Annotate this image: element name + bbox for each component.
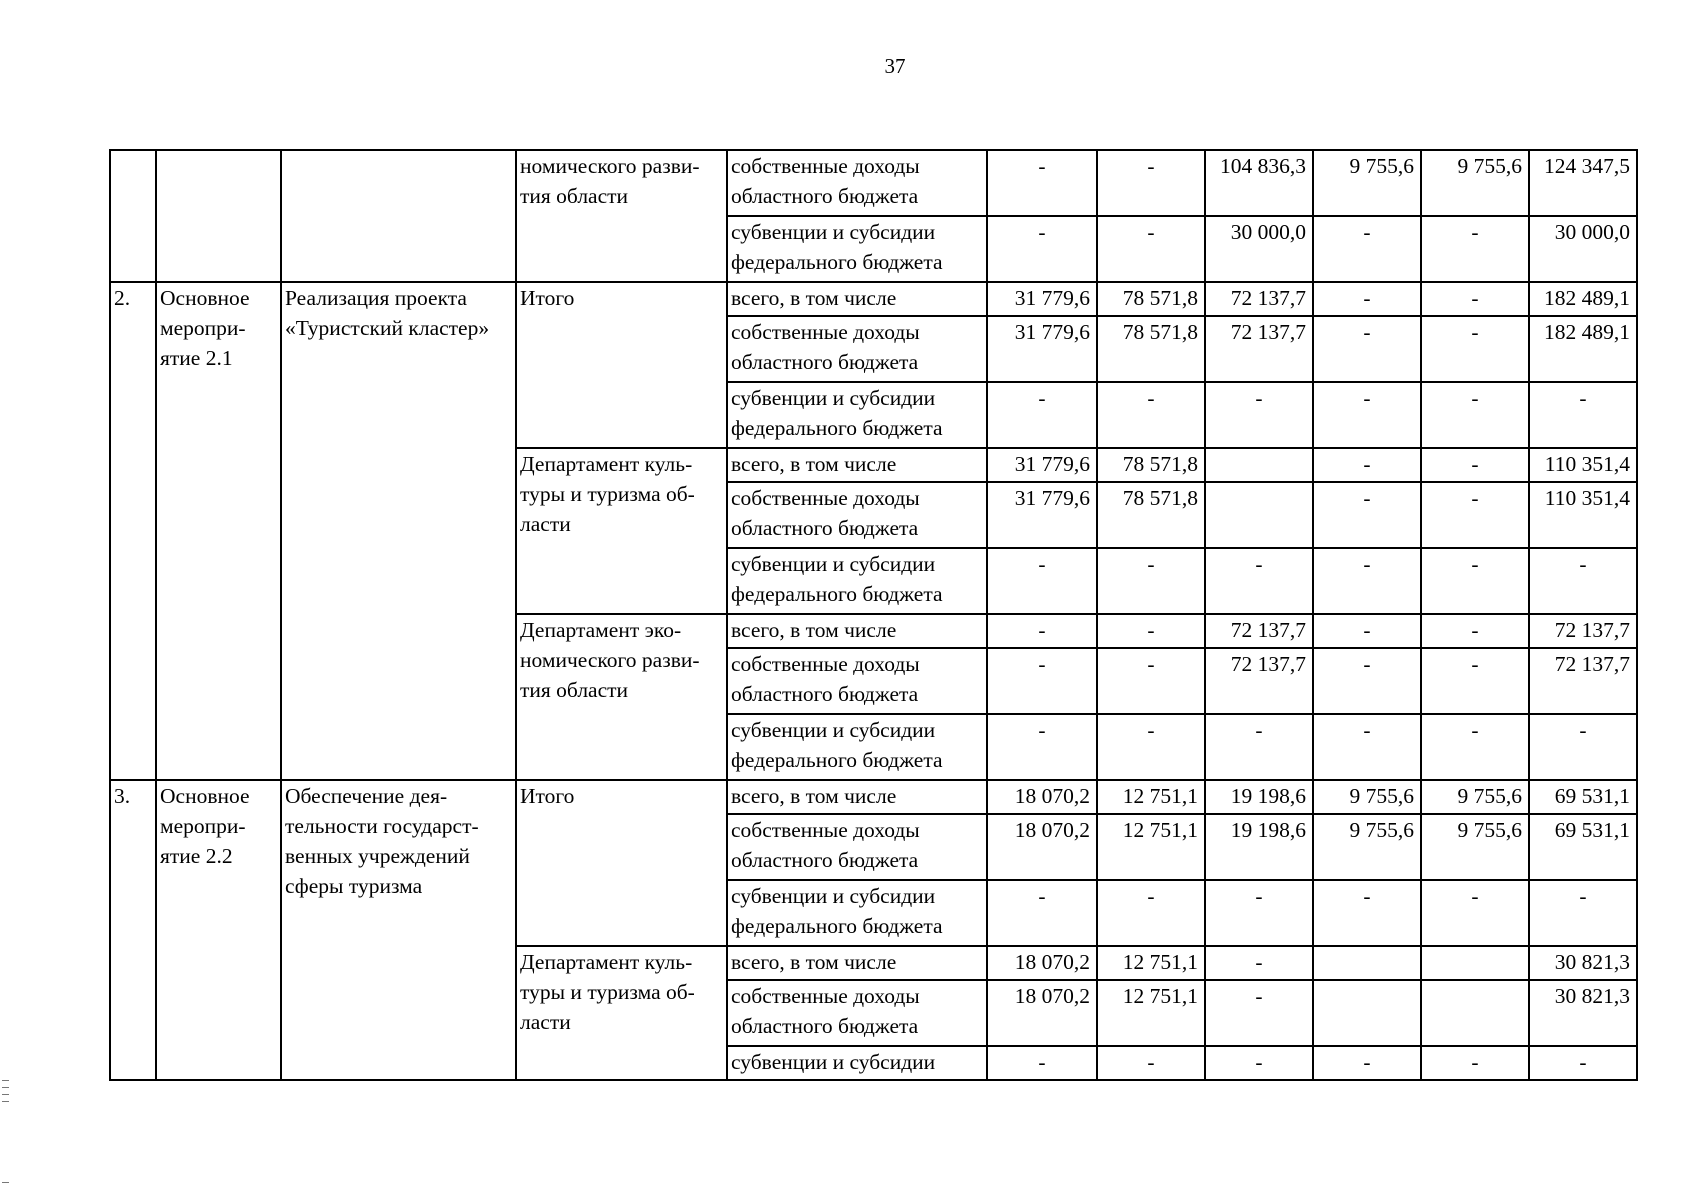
year-value-cell: -	[987, 548, 1097, 614]
year-value-cell: 12 751,1	[1097, 814, 1205, 880]
total-value-cell: -	[1529, 1046, 1637, 1080]
funding-source-cell: всего, в том числе	[727, 448, 987, 482]
funding-source-cell: субвенции и субсидии федерального бюджета	[727, 880, 987, 946]
year-value-cell: -	[987, 382, 1097, 448]
funding-source-cell: собственные доходы областного бюджета	[727, 980, 987, 1046]
funding-source-cell: собственные доходы областного бюджета	[727, 150, 987, 216]
total-value-cell: 72 137,7	[1529, 648, 1637, 714]
year-value-cell: -	[987, 1046, 1097, 1080]
year-value-cell: -	[1313, 648, 1421, 714]
year-value-cell: -	[987, 150, 1097, 216]
year-value-cell: 9 755,6	[1313, 780, 1421, 814]
year-value-cell: -	[1205, 382, 1313, 448]
year-value-cell: -	[1097, 714, 1205, 780]
funding-source-cell: субвенции и субсидии федерального бюджета	[727, 714, 987, 780]
year-value-cell: -	[1097, 216, 1205, 282]
year-value-cell: 18 070,2	[987, 780, 1097, 814]
year-value-cell: -	[1205, 980, 1313, 1046]
year-value-cell: 12 751,1	[1097, 946, 1205, 980]
year-value-cell: -	[987, 648, 1097, 714]
year-value-cell: 31 779,6	[987, 316, 1097, 382]
year-value-cell: 9 755,6	[1313, 814, 1421, 880]
total-value-cell: 30 821,3	[1529, 946, 1637, 980]
year-value-cell: -	[1313, 614, 1421, 648]
year-value-cell	[1205, 482, 1313, 548]
responsible-executor-cell: Итого	[516, 282, 727, 448]
year-value-cell: 9 755,6	[1421, 780, 1529, 814]
year-value-cell: -	[1097, 382, 1205, 448]
year-value-cell: -	[1421, 614, 1529, 648]
table-row	[110, 150, 1637, 216]
year-value-cell: -	[1313, 316, 1421, 382]
year-value-cell: 78 571,8	[1097, 316, 1205, 382]
total-value-cell: -	[1529, 880, 1637, 946]
total-value-cell: 30 821,3	[1529, 980, 1637, 1046]
year-value-cell: -	[987, 880, 1097, 946]
year-value-cell: 9 755,6	[1313, 150, 1421, 216]
total-value-cell: 30 000,0	[1529, 216, 1637, 282]
funding-source-cell: всего, в том числе	[727, 614, 987, 648]
year-value-cell: 12 751,1	[1097, 980, 1205, 1046]
year-value-cell: -	[1313, 548, 1421, 614]
table-body	[110, 150, 1637, 1080]
year-value-cell: 78 571,8	[1097, 448, 1205, 482]
funding-source-cell: собственные доходы областного бюджета	[727, 648, 987, 714]
row-number-cell	[110, 150, 156, 282]
year-value-cell: -	[1097, 648, 1205, 714]
funding-source-cell: субвенции и субсидии федерального бюджета	[727, 548, 987, 614]
total-value-cell: 110 351,4	[1529, 482, 1637, 548]
funding-source-cell: собственные доходы областного бюджета	[727, 316, 987, 382]
year-value-cell: 31 779,6	[987, 282, 1097, 316]
year-value-cell: -	[1097, 1046, 1205, 1080]
table-row	[110, 282, 1637, 316]
year-value-cell	[1313, 946, 1421, 980]
activity-name-cell: Реализация проекта «Туристский кластер»	[281, 282, 516, 780]
year-value-cell: -	[1205, 548, 1313, 614]
year-value-cell: 72 137,7	[1205, 282, 1313, 316]
page-number: 37	[884, 54, 906, 78]
activity-name-cell: Обеспечение дея- тельности государст- венных учреждений сферы туризма	[281, 780, 516, 1080]
year-value-cell: -	[1421, 482, 1529, 548]
year-value-cell: -	[1313, 282, 1421, 316]
table-row	[110, 780, 1637, 814]
row-number-cell: 3.	[110, 780, 156, 1080]
year-value-cell: 72 137,7	[1205, 648, 1313, 714]
year-value-cell	[1421, 980, 1529, 1046]
year-value-cell: 104 836,3	[1205, 150, 1313, 216]
edge-mark	[2, 1087, 9, 1088]
total-value-cell: 110 351,4	[1529, 448, 1637, 482]
responsible-executor-cell: Департамент эко- номического разви- тия области	[516, 614, 727, 780]
responsible-executor-cell: Итого	[516, 780, 727, 946]
total-value-cell: 182 489,1	[1529, 282, 1637, 316]
year-value-cell: -	[1313, 880, 1421, 946]
year-value-cell: 72 137,7	[1205, 614, 1313, 648]
year-value-cell: -	[1421, 316, 1529, 382]
total-value-cell: 124 347,5	[1529, 150, 1637, 216]
funding-source-cell: субвенции и субсидии федерального бюджета	[727, 382, 987, 448]
year-value-cell	[1313, 980, 1421, 1046]
funding-source-cell: всего, в том числе	[727, 282, 987, 316]
total-value-cell: -	[1529, 382, 1637, 448]
funding-source-cell: субвенции и субсидии	[727, 1046, 987, 1080]
responsible-executor-cell: Департамент куль- туры и туризма об- ласти	[516, 448, 727, 614]
year-value-cell: 18 070,2	[987, 946, 1097, 980]
funding-source-cell: всего, в том числе	[727, 946, 987, 980]
year-value-cell: -	[1205, 946, 1313, 980]
responsible-executor-cell: Департамент куль- туры и туризма об- ласти	[516, 946, 727, 1080]
year-value-cell: -	[1313, 448, 1421, 482]
year-value-cell: -	[1421, 880, 1529, 946]
total-value-cell: -	[1529, 714, 1637, 780]
budget-table	[109, 149, 1638, 1081]
funding-source-cell: всего, в том числе	[727, 780, 987, 814]
year-value-cell: 78 571,8	[1097, 282, 1205, 316]
year-value-cell: -	[1313, 216, 1421, 282]
funding-source-cell: субвенции и субсидии федерального бюджета	[727, 216, 987, 282]
activity-name-cell	[281, 150, 516, 282]
year-value-cell: 31 779,6	[987, 482, 1097, 548]
total-value-cell: -	[1529, 548, 1637, 614]
funding-source-cell: собственные доходы областного бюджета	[727, 814, 987, 880]
year-value-cell: 19 198,6	[1205, 814, 1313, 880]
year-value-cell: -	[987, 614, 1097, 648]
year-value-cell: -	[1421, 548, 1529, 614]
edge-mark	[2, 1182, 9, 1183]
year-value-cell: -	[1421, 1046, 1529, 1080]
year-value-cell: -	[1313, 482, 1421, 548]
year-value-cell: -	[1313, 714, 1421, 780]
year-value-cell: 72 137,7	[1205, 316, 1313, 382]
year-value-cell	[1421, 946, 1529, 980]
responsible-executor-cell: номического разви- тия области	[516, 150, 727, 282]
year-value-cell: 31 779,6	[987, 448, 1097, 482]
year-value-cell: -	[1205, 1046, 1313, 1080]
year-value-cell: 18 070,2	[987, 814, 1097, 880]
year-value-cell	[1205, 448, 1313, 482]
year-value-cell: -	[1097, 614, 1205, 648]
activity-cell	[156, 150, 281, 282]
year-value-cell: -	[987, 714, 1097, 780]
activity-cell: Основное меропри- ятие 2.2	[156, 780, 281, 1080]
activity-cell: Основное меропри- ятие 2.1	[156, 282, 281, 780]
total-value-cell: 72 137,7	[1529, 614, 1637, 648]
year-value-cell: -	[1097, 880, 1205, 946]
year-value-cell: -	[987, 216, 1097, 282]
year-value-cell: -	[1421, 216, 1529, 282]
year-value-cell: -	[1421, 448, 1529, 482]
edge-mark	[2, 1101, 9, 1102]
edge-mark	[2, 1080, 9, 1081]
year-value-cell: -	[1205, 880, 1313, 946]
year-value-cell: -	[1421, 714, 1529, 780]
edge-mark	[2, 1094, 9, 1095]
year-value-cell: 18 070,2	[987, 980, 1097, 1046]
year-value-cell: 12 751,1	[1097, 780, 1205, 814]
total-value-cell: 69 531,1	[1529, 780, 1637, 814]
year-value-cell: 9 755,6	[1421, 814, 1529, 880]
year-value-cell: -	[1097, 548, 1205, 614]
year-value-cell: -	[1313, 1046, 1421, 1080]
year-value-cell: 30 000,0	[1205, 216, 1313, 282]
row-number-cell: 2.	[110, 282, 156, 780]
year-value-cell: -	[1421, 282, 1529, 316]
year-value-cell: 9 755,6	[1421, 150, 1529, 216]
total-value-cell: 69 531,1	[1529, 814, 1637, 880]
funding-source-cell: собственные доходы областного бюджета	[727, 482, 987, 548]
year-value-cell: 19 198,6	[1205, 780, 1313, 814]
year-value-cell: -	[1205, 714, 1313, 780]
year-value-cell: -	[1421, 648, 1529, 714]
year-value-cell: -	[1421, 382, 1529, 448]
year-value-cell: -	[1097, 150, 1205, 216]
total-value-cell: 182 489,1	[1529, 316, 1637, 382]
year-value-cell: 78 571,8	[1097, 482, 1205, 548]
year-value-cell: -	[1313, 382, 1421, 448]
